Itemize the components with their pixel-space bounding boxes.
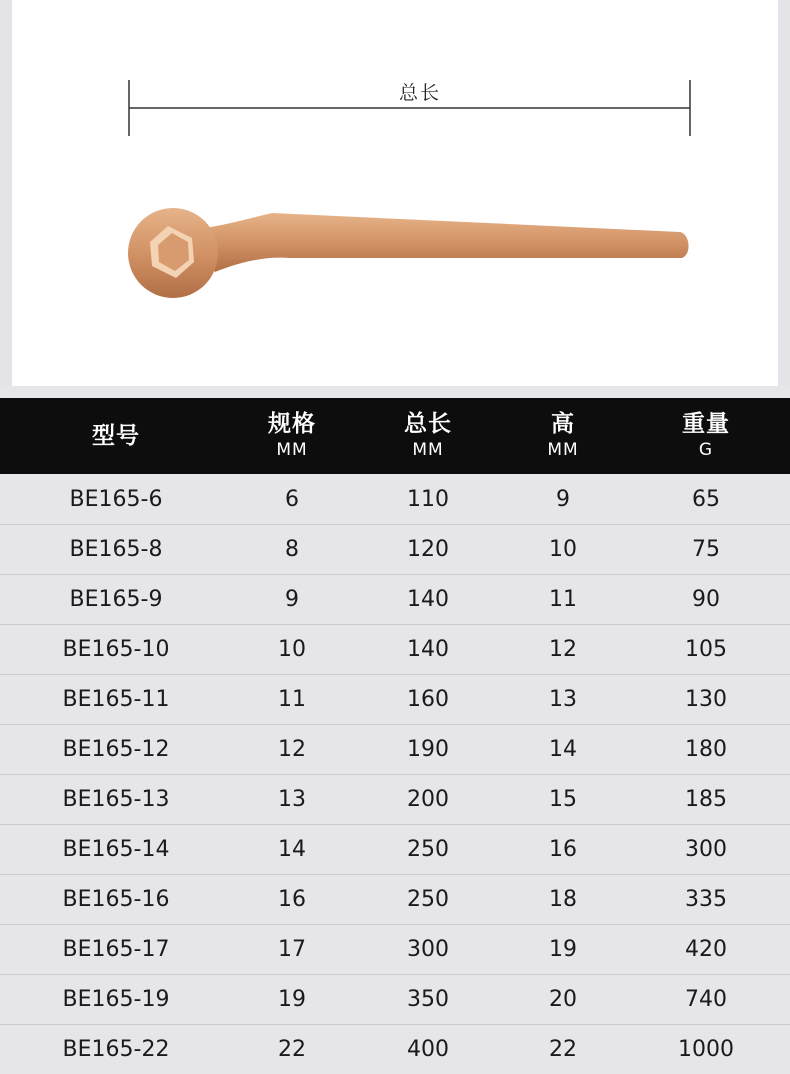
table-cell: BE165-22 [62, 1037, 170, 1062]
table-cell: 335 [685, 887, 727, 912]
table-row [0, 674, 790, 724]
table-cell: 1000 [678, 1037, 734, 1062]
table-cell: BE165-13 [62, 787, 170, 812]
box-wrench-image [0, 180, 790, 320]
table-cell: 8 [285, 537, 299, 562]
table-cell: 130 [685, 687, 727, 712]
table-cell: 110 [407, 486, 449, 512]
table-row [0, 724, 790, 774]
table-cell: 75 [692, 537, 720, 562]
table-cell: 180 [685, 737, 727, 762]
header-height: 高 MM [547, 411, 579, 460]
table-cell: 120 [407, 537, 449, 562]
table-cell: 350 [407, 987, 449, 1012]
table-cell: 10 [549, 537, 577, 562]
table-cell: 14 [278, 837, 306, 862]
table-cell: BE165-17 [62, 937, 170, 962]
table-row [0, 474, 790, 524]
table-cell: 160 [407, 687, 449, 712]
table-cell: 105 [685, 637, 727, 662]
table-cell: BE165-19 [62, 987, 170, 1012]
table-cell: 90 [692, 587, 720, 612]
header-model: 型号 [92, 423, 140, 449]
table-cell: 9 [556, 486, 570, 512]
header-weight: 重量 G [682, 411, 730, 460]
header-length: 总长 MM [404, 411, 452, 460]
section-divider [0, 386, 790, 398]
length-dimension-label: 总长 [398, 82, 441, 104]
table-cell: 22 [549, 1037, 577, 1062]
table-row [0, 774, 790, 824]
table-cell: 400 [407, 1037, 449, 1062]
table-row [0, 624, 790, 674]
table-row [0, 574, 790, 624]
table-row [0, 874, 790, 924]
table-cell: BE165-12 [62, 737, 170, 762]
table-cell: 16 [549, 837, 577, 862]
table-cell: 18 [549, 887, 577, 912]
table-cell: 20 [549, 987, 577, 1012]
table-cell: 10 [278, 637, 306, 662]
table-cell: BE165-11 [62, 687, 170, 712]
table-cell: 12 [278, 737, 306, 762]
length-dimension-line [0, 0, 790, 140]
table-cell: BE165-9 [69, 587, 163, 612]
table-cell: 740 [685, 987, 727, 1012]
table-cell: 250 [407, 837, 449, 862]
table-row [0, 974, 790, 1024]
table-cell: 420 [685, 937, 727, 962]
table-cell: 11 [278, 687, 306, 712]
table-row [0, 524, 790, 574]
table-cell: BE165-6 [69, 486, 163, 512]
table-cell: 190 [407, 737, 449, 762]
table-row [0, 824, 790, 874]
spec-table [0, 398, 790, 1074]
table-cell: 140 [407, 637, 449, 662]
table-cell: 17 [278, 937, 306, 962]
table-header [0, 398, 790, 474]
table-cell: BE165-16 [62, 887, 170, 912]
table-cell: 19 [278, 987, 306, 1012]
table-cell: 11 [549, 587, 577, 612]
table-body [0, 474, 790, 1074]
table-cell: 15 [549, 787, 577, 812]
table-cell: 300 [685, 837, 727, 862]
table-cell: 13 [278, 787, 306, 812]
table-cell: 9 [285, 587, 299, 612]
table-cell: 200 [407, 787, 449, 812]
table-cell: 65 [692, 486, 720, 512]
table-cell: BE165-14 [62, 837, 170, 862]
table-cell: 12 [549, 637, 577, 662]
table-cell: 6 [285, 486, 299, 512]
table-cell: 185 [685, 787, 727, 812]
table-cell: 14 [549, 737, 577, 762]
table-cell: 250 [407, 887, 449, 912]
table-cell: 13 [549, 687, 577, 712]
table-cell: 16 [278, 887, 306, 912]
table-row [0, 924, 790, 974]
table-cell: 19 [549, 937, 577, 962]
table-cell: BE165-8 [69, 537, 163, 562]
header-size: 规格 MM [268, 411, 316, 460]
table-cell: 22 [278, 1037, 306, 1062]
table-cell: BE165-10 [62, 637, 170, 662]
table-cell: 140 [407, 587, 449, 612]
table-row [0, 1024, 790, 1074]
table-cell: 300 [407, 937, 449, 962]
